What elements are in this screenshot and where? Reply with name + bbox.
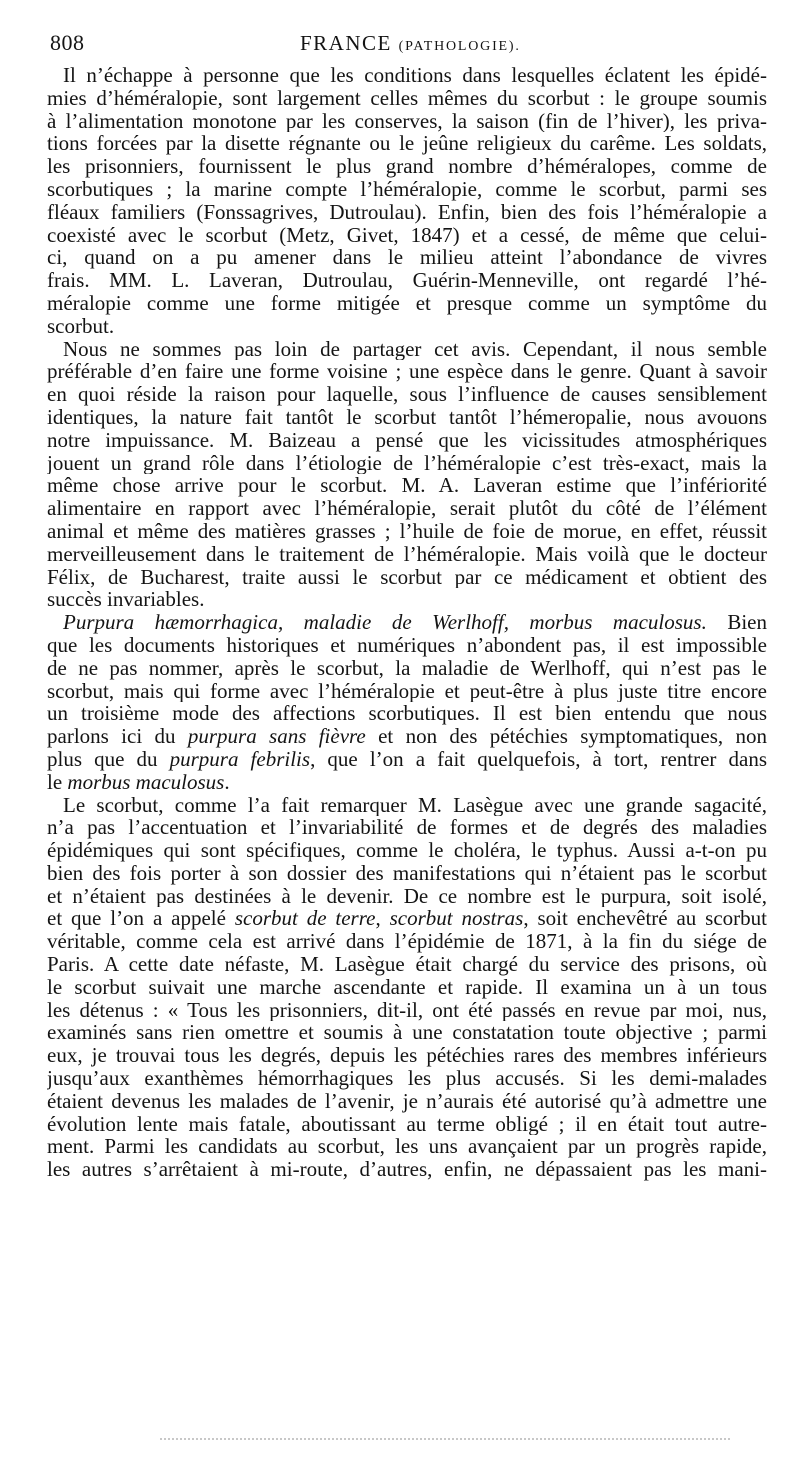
text-line: les autres s’arrêtaient à mi-route, d’autres, enfin, ne dépassaient pas les mani- [47,1158,767,1182]
text-line: scorbut, mais qui forme avec l’héméralopie et peut-être à plus juste titre encore [47,679,767,703]
text-line: jusqu’aux exanthèmes hémorrhagiques les plus accusés. Si les demi-malades [47,1067,767,1090]
text-line: un troisième mode des affections scorbutiques. Il est bien entendu que nous [47,702,767,726]
text-line: préférable d’en faire une forme voisine ; une espèce dans le genre. Quant à savoir [47,360,767,384]
italic-heading: Purpura hæmorrhagica, maladie de Werlhoff, morbus maculosus. [63,611,707,634]
text-line: épidémiques qui sont spécifiques, comme le choléra, le typhus. Aussi a-t-on pu [47,839,767,862]
text-line: examinés sans rien omettre et soumis à une constatation toute objective ; parmi [47,1021,767,1045]
text-line: Le scorbut, comme l’a fait remarquer M. Lasègue avec une grande sagacité, [63,793,767,817]
text-fragment: parlons ici du [47,725,188,748]
text-line: véritable, comme cela est arrivé dans l’épidémie de 1871, à la fin du siége de [47,930,767,954]
text-line: eux, je trouvai tous les degrés, depuis les pétéchies rares des membres inférieurs [47,1044,767,1068]
footer-dotted-rule [160,1438,730,1440]
text-line: Paris. A cette date néfaste, M. Lasègue était chargé du service des prisons, où [47,953,767,976]
text-fragment: , que l’on a fait quelquefois, à tort, rentrer dans [310,747,767,771]
text-line: les détenus : « Tous les prisonniers, dit-il, ont été passés en revue par moi, nus, [47,998,767,1022]
text-line: frais. MM. L. Laveran, Dutroulau, Guérin-Menneville, ont regardé l’hé- [47,269,767,292]
running-head [50,30,766,60]
text-line: Il n’échappe à personne que les conditions dans lesquelles éclatent les épidé- [63,64,767,87]
text-line: identiques, la nature fait tantôt le scorbut tantôt l’hémeropalie, nous avouons [47,405,767,429]
text-line: ci, quand on a pu amener dans le milieu atteint l’abondance de vivres [47,246,767,270]
text-line [47,907,767,930]
text-line [47,748,767,771]
text-fragment: plus que du [47,747,170,771]
text-line: n’a pas l’accentuation et l’invariabilité de formes et de degrés des maladies [47,816,767,840]
running-title [300,31,521,56]
text-line: bien des fois porter à son dossier des manifestations qui n’étaient pas le scorbut [47,861,767,885]
text-fragment: et que l’on a appelé [47,907,235,931]
paragraph-4 [47,794,767,1182]
text-line: notre impuissance. M. Baizeau a pensé que les vicissitudes atmosphériques [47,428,767,452]
paragraph-2 [47,338,767,612]
text-line: le scorbut suivait une marche ascendante et rapide. Il examina un à un tous [47,975,767,999]
text-line: même chose arrive pour le scorbut. M. A. Laveran estime que l’infériorité [47,474,767,498]
text-line: à l’alimentation monotone par les conserves, la saison (fin de l’hiver), les priva- [47,109,767,133]
text-line: succès invariables. [47,588,205,612]
text-line: animal et même des matières grasses ; l’huile de foie de morue, en effet, réussit [47,519,767,543]
text-fragment: et non des pétéchies symptomatiques, non [365,725,767,748]
text-fragment: le [47,770,68,794]
text-line: coexisté avec le scorbut (Metz, Givet, 1847) et a cessé, de même que celui- [47,223,767,247]
text-line [47,771,767,794]
text-line: évolution lente mais fatale, aboutissant au terme obligé ; il en était tout autre- [47,1112,767,1136]
text-line: méralopie comme une forme mitigée et presque comme un symptôme du [47,291,767,315]
text-line: Nous ne sommes pas loin de partager cet avis. Cependant, il nous semble [63,337,767,361]
text-line: tions forcées par la disette régnante ou le jeûne religieux du carême. Les soldats, [47,132,767,156]
text-line: de ne pas nommer, après le scorbut, la maladie de Werlhoff, qui n’est pas le [47,656,767,680]
text-line: jouent un grand rôle dans l’étiologie de l’héméralopie c’est très-exact, mais la [47,451,767,475]
paragraph-3 [47,611,767,793]
paragraph-1 [47,64,767,338]
italic-term: scorbut nostras [389,907,524,931]
running-title-subtitle: (PATHOLOGIE). [398,39,521,54]
text-line: scorbut. [47,314,115,338]
text-fragment: , [375,907,390,931]
text-line: alimentaire en rapport avec l’héméralopie, serait plutôt du côté de l’élément [47,497,767,520]
italic-term: purpura sans fièvre [187,725,366,748]
text-line [47,725,767,748]
body-text [47,64,767,1181]
page-number: 808 [50,30,85,55]
text-line [47,611,767,634]
italic-term: scorbut de terre [234,907,376,931]
text-line: les prisonniers, fournissent le plus grand nombre d’héméralopes, comme de [47,155,767,178]
text-line: scorbutiques ; la marine compte l’héméralopie, comme le scorbut, parmi ses [47,177,767,201]
text-line: mies d’héméralopie, sont largement celles mêmes du scorbut : le groupe soumis [47,86,767,110]
text-line: étaient devenus les malades de l’avenir, je n’aurais été autorisé qu’à admettre une [47,1089,767,1113]
italic-term: purpura febrilis [169,747,311,771]
text-line: merveilleusement dans le traitement de l’héméralopie. Mais voilà que le docteur [47,542,767,566]
text-line: et n’étaient pas destinées à le devenir. De ce nombre est le purpura, soit isolé, [47,884,767,908]
italic-term: morbus maculosus [67,770,225,794]
text-line: ment. Parmi les candidats au scorbut, les uns avançaient par un progrès rapide, [47,1135,767,1159]
text-fragment: , soit enchevêtré au scorbut [523,907,767,931]
text-fragment: . [224,770,230,794]
text-line: en quoi réside la raison pour laquelle, sous l’influence de causes sensiblement [47,383,767,406]
text-fragment: Bien [706,611,767,634]
text-line: fléaux familiers (Fonssagrives, Dutroulau). Enfin, bien des fois l’héméralopie a [47,200,767,224]
running-title-main: FRANCE [300,31,392,55]
text-line: Félix, de Bucharest, traite aussi le scorbut par ce médicament et obtient des [47,565,767,589]
text-line: que les documents historiques et numériques n’abondent pas, il est impossible [47,633,767,657]
